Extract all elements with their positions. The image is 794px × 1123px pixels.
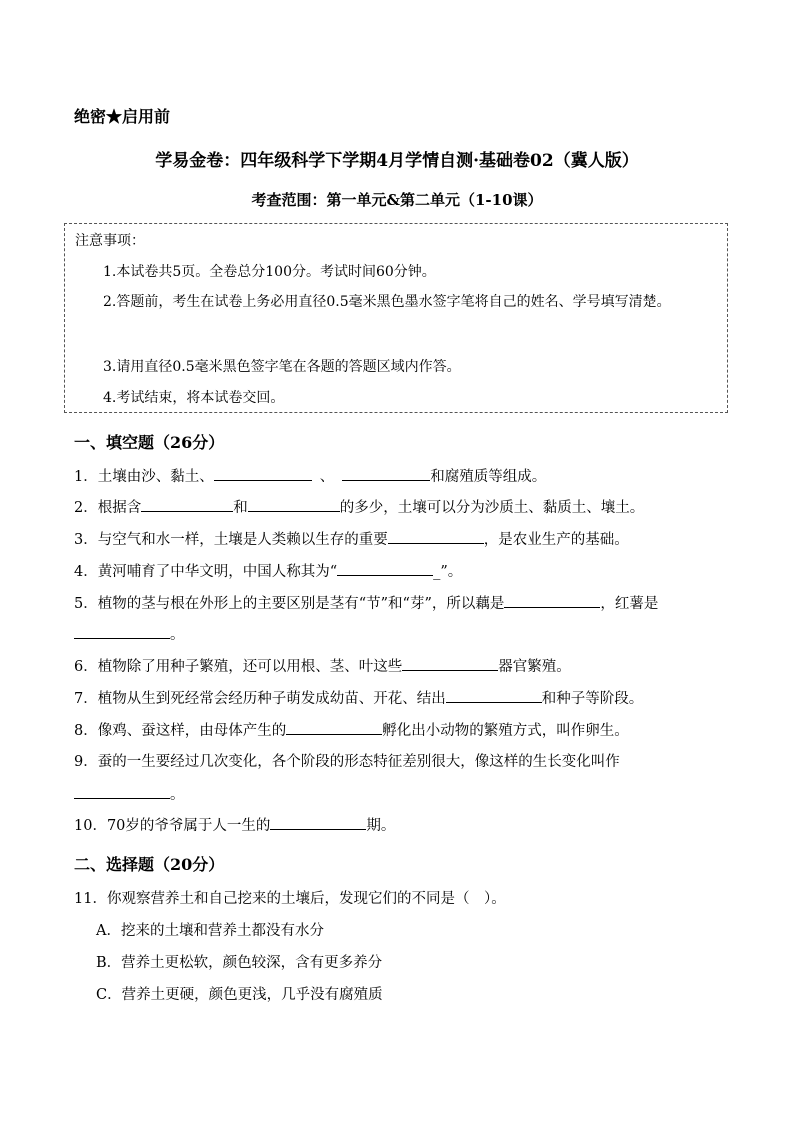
q10-text-b: 期。: [366, 818, 396, 834]
q9-blank-1[interactable]: [74, 784, 170, 799]
secret-label: 绝密★启用前: [74, 107, 171, 126]
question-5-cont: [74, 624, 185, 645]
q10-blank-1[interactable]: [270, 815, 366, 830]
q5-text-c: 。: [170, 627, 185, 643]
q10-text-a: 10．70岁的爷爷属于人一生的: [74, 818, 271, 834]
q1-blank-2[interactable]: [342, 466, 430, 481]
q3-blank-1[interactable]: [388, 529, 484, 544]
q6-text-a: 6．植物除了用种子繁殖，还可以用根、茎、叶这些: [74, 659, 403, 675]
question-4: [74, 561, 462, 582]
q5-text-a: 5．植物的茎与根在外形上的主要区别是茎有“节”和“芽”，所以藕是: [74, 596, 505, 612]
q4-text-b: _”。: [433, 564, 463, 580]
q6-text-b: 器官繁殖。: [498, 659, 571, 675]
q3-text-a: 3．与空气和水一样，土壤是人类赖以生存的重要: [74, 532, 388, 548]
q6-blank-1[interactable]: [402, 656, 498, 671]
question-8: [74, 720, 629, 741]
question-9: [74, 752, 620, 772]
section-choice-title: 二、选择题（20分）: [74, 855, 225, 874]
q9-text-b: 。: [170, 787, 185, 803]
question-5: [74, 593, 658, 614]
q4-text-a: 4．黄河哺育了中华文明，中国人称其为“: [74, 564, 338, 580]
question-10: [74, 815, 395, 836]
q2-blank-1[interactable]: [141, 497, 233, 512]
q2-text-b: 和: [233, 500, 248, 516]
q7-text-a: 7．植物从生到死经常会经历种子萌发成幼苗、开花、结出: [74, 691, 446, 707]
notice-item-1: 1.本试卷共5页。全卷总分100分。考试时间60分钟。: [103, 264, 436, 280]
q1-text-a: 1．土壤由沙、黏土、: [74, 469, 214, 485]
notice-item-4: 4.考试结束，将本试卷交回。: [103, 390, 285, 406]
q7-text-b: 和种子等阶段。: [541, 691, 644, 707]
q8-blank-1[interactable]: [286, 720, 382, 735]
question-11: 11．你观察营养土和自己挖来的土壤后，发现它们的不同是（ ）。: [74, 891, 506, 907]
q9-text-a: 9．蚕的一生要经过几次变化，各个阶段的形态特征差别很大，像这样的生长变化叫作: [74, 754, 620, 770]
question-6: [74, 656, 571, 677]
exam-scope: 考查范围：第一单元&第二单元（1-10课）: [251, 191, 543, 209]
q5-blank-2[interactable]: [74, 624, 170, 639]
q5-text-b: ，红薯是: [600, 596, 659, 612]
q1-blank-1[interactable]: [214, 466, 312, 481]
q3-text-b: ，是农业生产的基础。: [483, 532, 629, 548]
notice-box: [64, 223, 728, 413]
notice-item-3: 3.请用直径0.5毫米黑色签字笔在各题的答题区域内作答。: [103, 359, 461, 375]
q5-blank-1[interactable]: [504, 593, 600, 608]
q11-option-b[interactable]: B．营养土更松软，颜色较深，含有更多养分: [96, 955, 383, 971]
q2-text-c: 的多少，土壤可以分为沙质土、黏质土、壤土。: [339, 500, 645, 516]
q4-blank-1[interactable]: [337, 561, 433, 576]
section-fill-title: 一、填空题（26分）: [74, 433, 225, 452]
exam-title: 学易金卷：四年级科学下学期4月学情自测·基础卷02（冀人版）: [155, 151, 639, 171]
notice-heading: 注意事项：: [75, 233, 145, 249]
q1-text-c: 和腐殖质等组成。: [430, 469, 547, 485]
question-1: [74, 466, 546, 487]
q7-blank-1[interactable]: [446, 688, 542, 703]
q11-option-a[interactable]: A．挖来的土壤和营养土都没有水分: [96, 923, 324, 939]
question-3: [74, 529, 629, 550]
question-7: [74, 688, 643, 709]
q8-text-b: 孵化出小动物的繁殖方式，叫作卵生。: [382, 723, 629, 739]
q11-option-c[interactable]: C．营养土更硬，颜色更浅，几乎没有腐殖质: [96, 987, 383, 1003]
question-9-cont: [74, 784, 185, 805]
q1-text-b: 、: [319, 469, 335, 485]
q2-blank-2[interactable]: [248, 497, 340, 512]
notice-item-2: 2.答题前，考生在试卷上务必用直径0.5毫米黑色墨水签字笔将自己的姓名、学号填写清楚。: [103, 294, 671, 310]
q8-text-a: 8．像鸡、蚕这样，由母体产生的: [74, 723, 287, 739]
q2-text-a: 2．根据含: [74, 500, 142, 516]
question-2: [74, 497, 644, 518]
